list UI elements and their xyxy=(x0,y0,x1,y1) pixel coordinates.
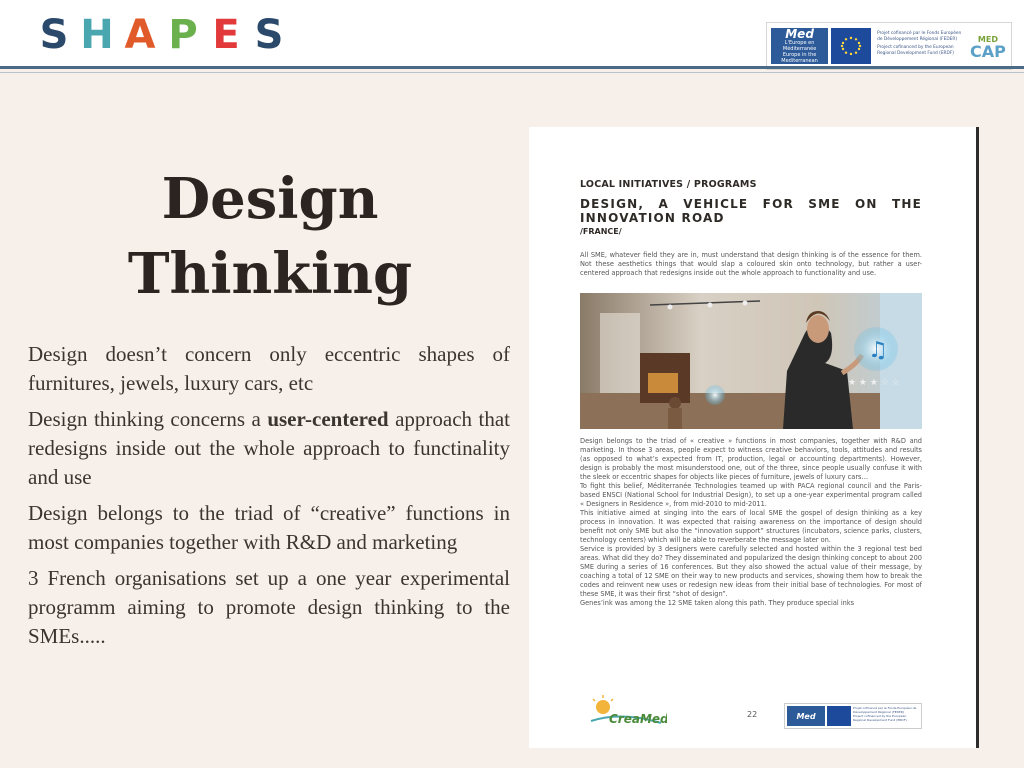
med-programme-logo xyxy=(771,28,828,64)
partner-funding-text xyxy=(874,28,966,64)
article-funding-fr: Projet cofinancé par le Fonds Européen de Développement Régional (FEDER) xyxy=(853,706,917,714)
article-funding-en: Project cofinanced by the European Regional Development Fund (ERDF) xyxy=(853,714,907,722)
page-number: 22 xyxy=(747,710,758,719)
article-intro: All SME, whatever field they are in, must understand that design thinking is of the essence for them. Not these aesthetics things that would slap a coloured skin onto technology, but rather a user-centered approach that redesigns inside out the whole approach to functionality and use. xyxy=(580,251,922,277)
article-country: /FRANCE/ xyxy=(580,227,622,236)
creamed-logo xyxy=(587,693,667,733)
shapes-logo xyxy=(34,14,289,60)
bullet-2-end: approach that redesigns inside out the whole approach to functinality and use xyxy=(28,407,510,489)
bullet-4: 3 French organisations set up a one year experimental programm aiming to promote design thinking to the SMEs..... xyxy=(28,566,510,648)
article-eu-flag-icon xyxy=(827,706,851,726)
svg-text:★ ★ ★ ☆ ☆: ★ ★ ★ ☆ ☆ xyxy=(848,378,900,388)
header-divider-thin xyxy=(0,72,1024,73)
article-paragraph-3: This initiative aimed at singing into the ears of local SME the gospel of design thinking as a key process in innovation. It was expected that raising awareness on the importance of design should benefit not only SME but also the “innovation support” structures (incubators, science parks, clusters, technology centers) which will be able to reverberate the message later on. xyxy=(580,509,922,544)
svg-text:♫: ♫ xyxy=(868,338,888,363)
article-funding-text xyxy=(853,706,919,726)
article-med-logo: Med xyxy=(787,706,825,726)
header-bar xyxy=(0,0,1024,68)
article-photo xyxy=(580,293,922,429)
bullet-3: Design belongs to the triad of “creative” functions in most companies together with R&D and marketing xyxy=(28,501,510,554)
bullet-1: Design doesn’t concern only eccentric shapes of furnitures, jewels, luxury cars, etc xyxy=(28,342,510,395)
partner-logos xyxy=(766,22,1012,70)
medcap-top: MED xyxy=(977,35,998,44)
article-partner-logos xyxy=(784,703,922,729)
logo-letter-s2: S xyxy=(254,12,284,58)
medcap-logo xyxy=(969,28,1007,64)
article-body xyxy=(580,437,922,608)
eu-flag-icon xyxy=(831,28,871,64)
article-paragraph-2: To fight this belief, Méditerranée Technologies teamed up with PACA regional council and the Paris-based ENSCI (National School for Industrial Design), to set up a one-year experimental program called « Designers in Residence », from mid-2010 to mid-2011. xyxy=(580,482,922,508)
article-paragraph-4: Service is provided by 3 designers were carefully selected and hosted within the 3 regional test bed areas. What did they do? They disseminated and popularized the design thinking concept to about 200 SME during a series of 16 conferences. But they also showed the actual value of their message, by coaching a total of 12 SME on their way to new products and services, showing them how to break the codes and reinvent new uses or redesign new ideas from their initial base of technologies. For most of these SME, it was their first “shot of design”. xyxy=(580,545,922,598)
logo-letter-h: H xyxy=(80,12,114,58)
bullet-2-bold: user-centered xyxy=(267,407,389,431)
header-divider xyxy=(0,66,1024,69)
slide-title: Design Thinking xyxy=(127,166,413,307)
logo-letter-s1: S xyxy=(39,12,69,58)
medcap-bottom: CAP xyxy=(970,42,1006,61)
med-sub2: Europe in the Mediterranean xyxy=(781,51,818,64)
med-logo-text: Med xyxy=(785,26,814,41)
logo-letter-p: P xyxy=(168,12,198,58)
logo-letter-e: E xyxy=(212,12,240,58)
bullet-2-start: Design thinking concerns a xyxy=(28,407,268,431)
funding-text-en: Project cofinanced by the European Regional Development Fund (ERDF) xyxy=(877,45,954,56)
article-kicker: LOCAL INITIATIVES / PROGRAMS xyxy=(580,179,757,190)
funding-text-fr: Projet cofinancé par le Fonds Européen de Développement Régional (FEDER) xyxy=(877,31,962,42)
article-paragraph-5: Genes’ink was among the 12 SME taken along this path. They produce special inks xyxy=(580,599,855,607)
article-paragraph-1: Design belongs to the triad of « creative » functions in most companies, together with R&D and marketing. In those 3 areas, people expect to witness creative behaviors, tools, attitudes and results (as opposed to what’s expected from IT, production, legal or accounting departments). However, design is probably the most misunderstood one, out of the three, since people usually confuse it with the sleek or eccentric shapes for objects like pieces of furniture, jewels of luxury cars… xyxy=(580,437,922,481)
med-sub1: L'Europe en Méditerranée xyxy=(782,39,817,52)
article-headline: DESIGN, A VEHICLE FOR SME ON THE INNOVATION ROAD xyxy=(580,197,922,225)
article-page-scan xyxy=(529,127,976,748)
slide-body xyxy=(28,340,510,658)
creamed-text: CreaMed xyxy=(609,712,667,726)
bullet-2 xyxy=(28,405,510,492)
logo-letter-a: A xyxy=(124,12,156,58)
